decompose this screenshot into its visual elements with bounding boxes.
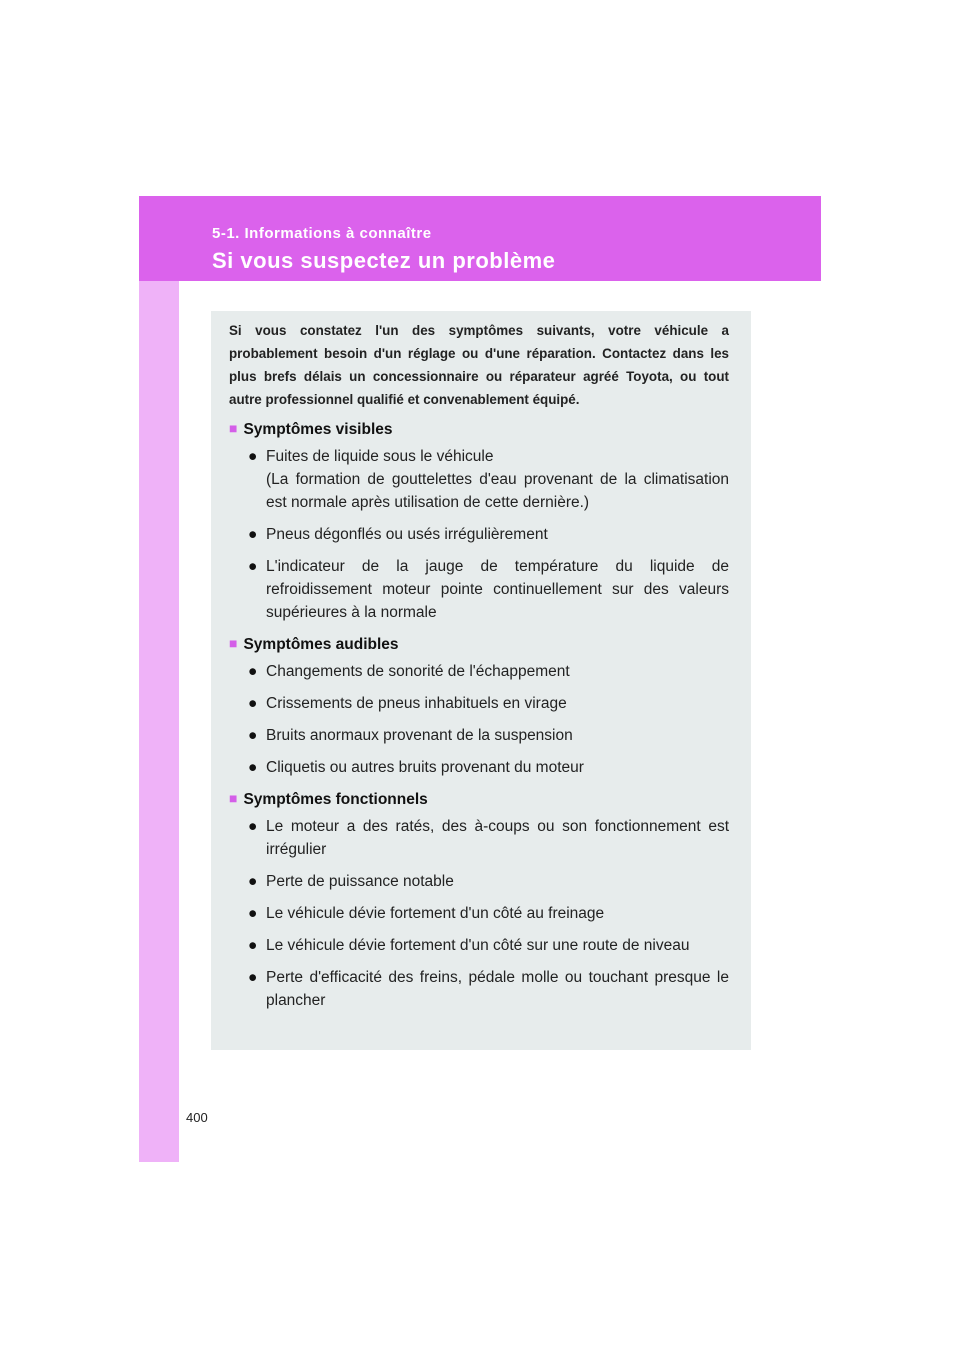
section-heading-text: Symptômes fonctionnels <box>243 791 428 808</box>
sidebar-tab <box>139 196 179 1162</box>
bullet-dot-icon: ● <box>248 905 258 922</box>
bullet-dot-icon: ● <box>248 663 258 680</box>
list-item-text: Changements de sonorité de l'échappement <box>266 663 570 680</box>
list-item-text: Le véhicule dévie fortement d'un côté au freinage <box>266 905 605 922</box>
list-item <box>229 934 729 957</box>
square-bullet-icon: ■ <box>229 635 238 651</box>
list-item <box>229 724 729 747</box>
bullet-dot-icon: ● <box>248 873 258 890</box>
list-item-text: Le véhicule dévie fortement d'un côté sur une route de niveau <box>266 937 690 954</box>
list-item <box>229 902 729 925</box>
list-item <box>229 870 729 893</box>
list-item <box>229 692 729 715</box>
list-item <box>229 660 729 683</box>
page-number: 400 <box>186 1110 208 1125</box>
bullet-list <box>229 660 729 779</box>
section-functional <box>229 788 729 1012</box>
content-box <box>211 311 751 1050</box>
section-visible <box>229 418 729 624</box>
bullet-dot-icon: ● <box>248 759 258 776</box>
section-heading <box>229 788 729 811</box>
list-item-note: (La formation de gouttelettes d'eau provenant de la climatisation est normale après utilisation de cette dernière.) <box>266 471 729 511</box>
section-heading <box>229 418 729 441</box>
list-item <box>229 523 729 546</box>
list-item <box>229 756 729 779</box>
bullet-dot-icon: ● <box>248 969 258 986</box>
list-item-text: Crissements de pneus inhabituels en virage <box>266 695 567 712</box>
bullet-dot-icon: ● <box>248 695 258 712</box>
section-audible <box>229 633 729 779</box>
bullet-list <box>229 815 729 1012</box>
list-item-text: Perte de puissance notable <box>266 873 454 890</box>
square-bullet-icon: ■ <box>229 420 238 436</box>
bullet-dot-icon: ● <box>248 937 258 954</box>
list-item-text: Cliquetis ou autres bruits provenant du moteur <box>266 759 584 776</box>
section-heading <box>229 633 729 656</box>
list-item <box>229 815 729 861</box>
list-item <box>229 555 729 624</box>
section-heading-text: Symptômes audibles <box>243 636 399 653</box>
bullet-dot-icon: ● <box>248 526 258 543</box>
bullet-list <box>229 445 729 624</box>
intro-paragraph: Si vous constatez l'un des symptômes suivants, votre véhicule a probablement besoin d'un réglage ou d'une réparation. Contactez dans les plus brefs délais un concessionnaire ou réparateur agréé Toyota, ou tout autre professionnel qualifié et convenablement équipé. <box>229 323 729 407</box>
list-item-text: Bruits anormaux provenant de la suspension <box>266 727 573 744</box>
list-item-text: Pneus dégonflés ou usés irrégulièrement <box>266 526 548 543</box>
list-item <box>229 445 729 514</box>
list-item-text: Perte d'efficacité des freins, pédale molle ou touchant presque le plancher <box>266 969 729 1009</box>
list-item <box>229 966 729 1012</box>
chapter-header <box>139 196 821 281</box>
list-item-text: Fuites de liquide sous le véhicule <box>266 448 494 465</box>
section-heading-text: Symptômes visibles <box>243 421 393 438</box>
list-item-text: Le moteur a des ratés, des à-coups ou son fonctionnement est irrégulier <box>266 818 729 858</box>
bullet-dot-icon: ● <box>248 818 258 835</box>
page-title: Si vous suspectez un problème <box>212 248 556 273</box>
bullet-dot-icon: ● <box>248 558 258 575</box>
bullet-dot-icon: ● <box>248 727 258 744</box>
square-bullet-icon: ■ <box>229 790 238 806</box>
bullet-dot-icon: ● <box>248 448 258 465</box>
list-item-text: L'indicateur de la jauge de température du liquide de refroidissement moteur pointe continuellement sur des valeurs supérieures à la normale <box>266 558 729 621</box>
section-label: 5-1. Informations à connaître <box>212 225 432 242</box>
